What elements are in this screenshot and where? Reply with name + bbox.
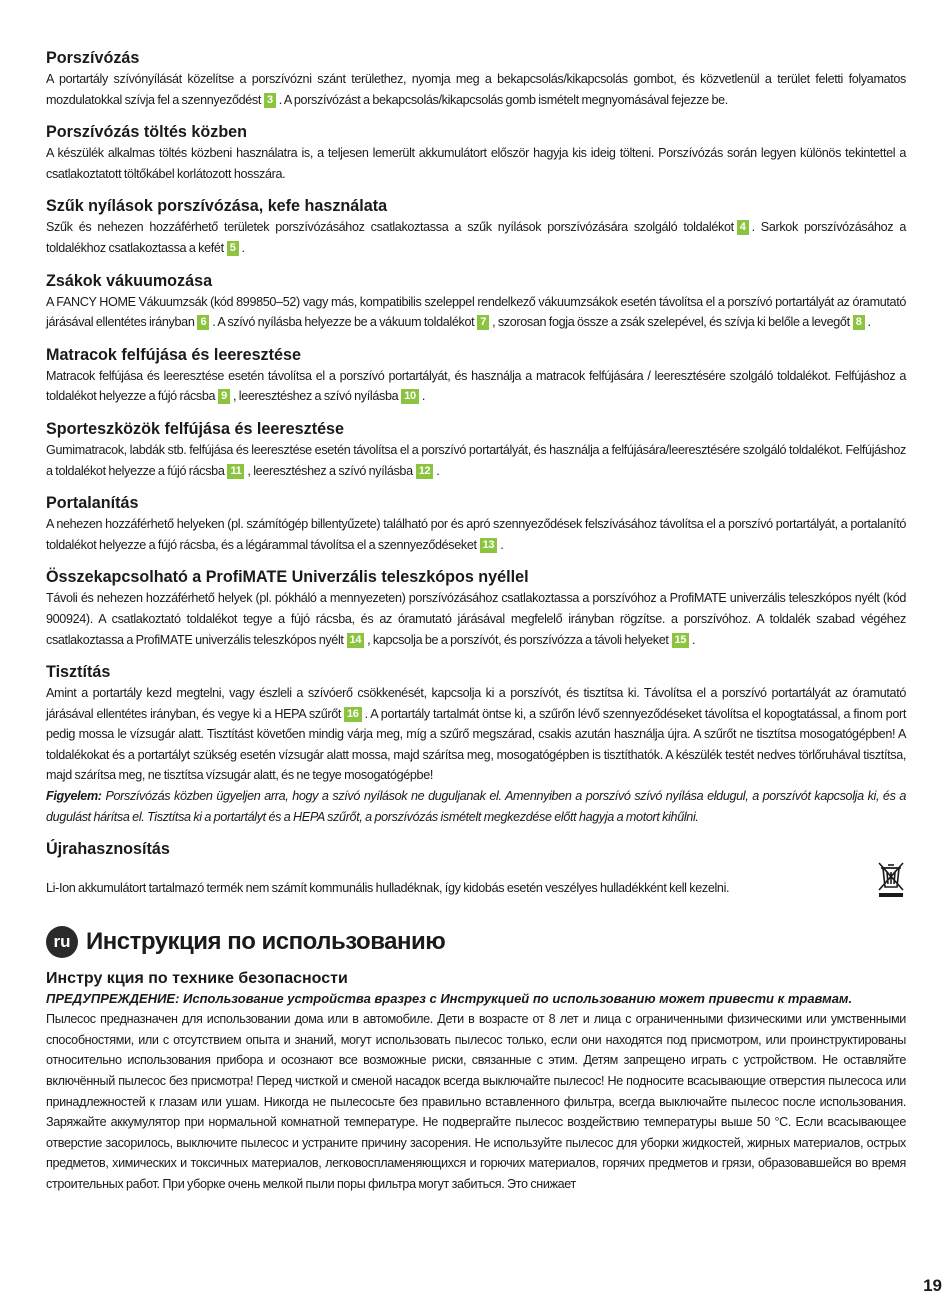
text-run: Gumimatracok, labdák stb. felfújása és leeresztése esetén távolítsa el a porszívó portartályát, és használja a felfújására/leeresztésére szolgáló toldalékot. Felfújáshoz a toldalékot helyezze a fújó rácsba (46, 442, 906, 478)
text-run: . (421, 389, 425, 404)
crossed-bin-icon (876, 860, 906, 898)
section (46, 491, 906, 555)
text-run: A FANCY HOME Vákuumzsák (kód 899850–52) vagy más, kompatibilis szeleppel rendelkező vákuumzsákok esetén távolítsa el a porszívó portartályát az óramutató járásával ellentétes irányban (46, 294, 906, 330)
figure-number-badge: 16 (344, 707, 362, 722)
figure-number-badge: 3 (264, 93, 276, 108)
text-run: Matracok felfújása és leeresztése esetén távolítsa el a porszívó portartályát, és használja a matracok felfújására / leeresztésére szolgáló toldalékot. Felfújáshoz a toldalékot helyezze a fújó rácsba (46, 368, 906, 404)
section-title: Újrahasznosítás (46, 839, 170, 859)
figure-number-badge: 14 (347, 633, 365, 648)
section (46, 565, 906, 650)
document-page (46, 46, 906, 1195)
warning-note (46, 786, 906, 827)
section (46, 120, 906, 184)
section-text (46, 588, 906, 650)
text-run: . A portartály tartalmát öntse ki, a szűrőn lévő szennyeződéseket távolítsa el kopogtatással, a finom port pedig mossa le vízsugár alatt. Tisztítást követően mindig várja meg, míg a szűrő megszárad, csakis azután használja újra. A szűrőt ne tisztítsa mosogatógépben! A toldalékokat és a portartályt szükség esetén vízsugár alatt mossa, majd szárítsa meg, mosogatógépben is tisztíthatók. A készülék testét nedves törlőruhával tisztítsa, majd szárítsa meg, ne tisztítsa vízsugár alatt, és ne tegye mosogatógépbe! (46, 706, 906, 783)
section-text (46, 440, 906, 481)
text-run: A portartály szívónyílását közelítse a porszívózni szánt területhez, nyomja meg a bekapcsolás/kikapcsolás gombot, és közvetlenül a terület feletti folyamatos mozdulatokkal szívja fel a szennyeződést (46, 72, 906, 107)
section-text (46, 366, 906, 407)
hungarian-sections (46, 46, 906, 827)
note-label: Figyelem: (46, 789, 102, 804)
figure-number-badge: 9 (218, 389, 230, 404)
text-run: . A porszívózást a bekapcsolás/kikapcsolás gomb ismételt megnyomásával fejezze be. (278, 92, 728, 107)
section (46, 343, 906, 407)
ru-subtitle: Инстру кция по технике безопасности (46, 970, 348, 988)
section-text (46, 143, 906, 184)
recycling-text: Li-Ion akkumulátort tartalmazó termék nem számít kommunális hulladéknak, így kidobás esetén veszélyes hulladékként kell kezelni. (46, 880, 730, 895)
figure-number-badge: 4 (737, 220, 749, 235)
section-title: Összekapcsolható a ProfiMATE Univerzális teleszkópos nyéllel (46, 567, 529, 587)
recycling-section (46, 837, 906, 898)
section-text (46, 69, 906, 110)
page-number: 19 (923, 1276, 942, 1295)
section-title: Sporteszközök felfújása és leeresztése (46, 418, 345, 438)
section (46, 194, 906, 258)
figure-number-badge: 11 (227, 464, 244, 479)
ru-body: Пылесос предназначен для использовании дома или в автомобиле. Дети в возрасте от 8 лет и лица с ограниченными физическими или умственными способностями, или с отсутствием опыта и знаний, могут использовать пылесос только, если они находятся под присмотром, или проинструктированы относительно использования прибора и осознают все возможные риски, связанные с этим. Детям запрещено играть с устройством. Не оставляйте включённый пылесос без присмотра! Перед чисткой и сменой насадок всегда выключайте пылесос! Не подносите всасывающие отверстия пылесоса или принадлежностей к глазам или ушам. Никогда не пылесосьте без правильно вставленного фильтра, всегда выключайте пылесос после использования. Заряжайте аккумулятор при нормальной комнатной температуре. Не подвергайте пылесос воздействию температуры выше 50 °C. Если всасывающее отверстие засорилось, выключите пылесос и устраните причину засорения. Не используйте пылесос для уборки жидкостей, жирных материалов, острых предметов, химических и токсичных материалов, легковоспламеняющихся и горючих материалов, горячих предметов и грязи, образовавшейся во время строительных работ. При уборке очень мелкой пыли поры фильтра могут забиться. Это снижает (46, 1012, 906, 1191)
section-text (46, 292, 906, 333)
text-run: Szűk és nehezen hozzáférhető területek porszívózásához csatlakoztassa a szűk nyílások porszívózására szolgáló toldalékot (46, 220, 734, 235)
text-run: , kapcsolja be a porszívót, és porszívózza a távoli helyeket (367, 632, 669, 647)
section (46, 269, 906, 333)
ru-title: Инструкция по использованию (86, 928, 446, 956)
text-run: Távoli és nehezen hozzáférhető helyek (pl. pókháló a mennyezeten) porszívózásához csatlakoztassa a porszívóhoz a ProfiMATE univerzális teleszkópos nyélt (kód 900924). A csatlakoztató toldalékot tegye a fújó rácsba, és az óramutató járásával megfelelő irányban rögzítse. a porszívóhoz. A toldalék szabad végéhez csatlakoztassa a ProfiMATE univerzális teleszkópos nyélt (46, 591, 906, 647)
ru-warning: ПРЕДУПРЕЖДЕНИЕ: Использование устройства вразрез с Инструкцией по использованию может привести к травмам. (46, 991, 853, 1007)
section-title: Zsákok vákuumozása (46, 270, 213, 290)
figure-number-badge: 10 (401, 389, 419, 404)
figure-number-badge: 6 (197, 315, 209, 330)
section-text (46, 217, 906, 258)
text-run: . (692, 632, 696, 647)
text-run: A nehezen hozzáférhető helyeken (pl. számítógép billentyűzete) található por és apró szennyeződések felszívásához távolítsa el a porszívó portartályát, a portalanító toldalékot helyezze a fújó rácsba, és a légárammal távolítsa el a szennyeződéseket (46, 517, 906, 552)
text-run: . (436, 463, 440, 478)
language-badge: ru (46, 926, 78, 958)
figure-number-badge: 15 (672, 633, 690, 648)
section (46, 417, 906, 481)
text-run: . Sarkok porszívózásához a toldalékhoz csatlakoztassa a kefét (46, 220, 906, 255)
text-run: Amint a portartály kezd megtelni, vagy észleli a szívóerő csökkenését, kapcsolja ki a porszívót, és tisztítsa ki. Távolítsa el a porszívó portartályát az óramutató járásával ellentétes irányban, és vegye ki a HEPA szűrőt (46, 686, 906, 721)
section-text (46, 683, 906, 786)
section-title: Szűk nyílások porszívózása, kefe használata (46, 196, 388, 216)
section-title: Tisztítás (46, 662, 111, 682)
text-run: , szorosan fogja össze a zsák szelepével, és szívja ki belőle a levegőt (492, 315, 850, 330)
text-run: A készülék alkalmas töltés közbeni használatra is, a teljesen lemerült akkumulátort először hagyja kis ideig tölteni. Porszívózás során legyen különös tekintettel a csatlakoztatott töltőkábel korlátozott hosszára. (46, 146, 906, 181)
text-run: . (867, 315, 871, 330)
text-run: , leeresztéshez a szívó nyílásba (247, 463, 413, 478)
ru-heading (46, 926, 906, 958)
recycling-row (46, 860, 906, 898)
text-run: , leeresztéshez a szívó nyílásba (232, 389, 399, 404)
section (46, 46, 906, 110)
section-title: Matracok felfújása és leeresztése (46, 344, 301, 364)
text-run: . (500, 537, 504, 552)
figure-number-badge: 8 (853, 315, 865, 330)
figure-number-badge: 7 (477, 315, 489, 330)
figure-number-badge: 5 (227, 241, 239, 256)
section-title: Porszívózás töltés közben (46, 122, 248, 142)
section-title: Porszívózás (46, 48, 140, 67)
text-run: . (241, 240, 245, 255)
note-text: Porszívózás közben ügyeljen arra, hogy a szívó nyílások ne duguljanak el. Amennyiben a porszívó szívó nyílása eldugul, a porszívót kapcsolja ki, és a dugulást hárítsa el. Tisztítsa ki a portartályt és a HEPA szűrőt, a porszívózás ismételt megkezdése előtt hagyja a motort kihűlni. (46, 789, 906, 824)
section-text (46, 514, 906, 555)
section-title: Portalanítás (46, 493, 139, 513)
text-run: . A szívó nyílásba helyezze be a vákuum toldalékot (212, 315, 475, 330)
figure-number-badge: 13 (480, 538, 498, 553)
section (46, 660, 906, 827)
figure-number-badge: 12 (416, 464, 434, 479)
